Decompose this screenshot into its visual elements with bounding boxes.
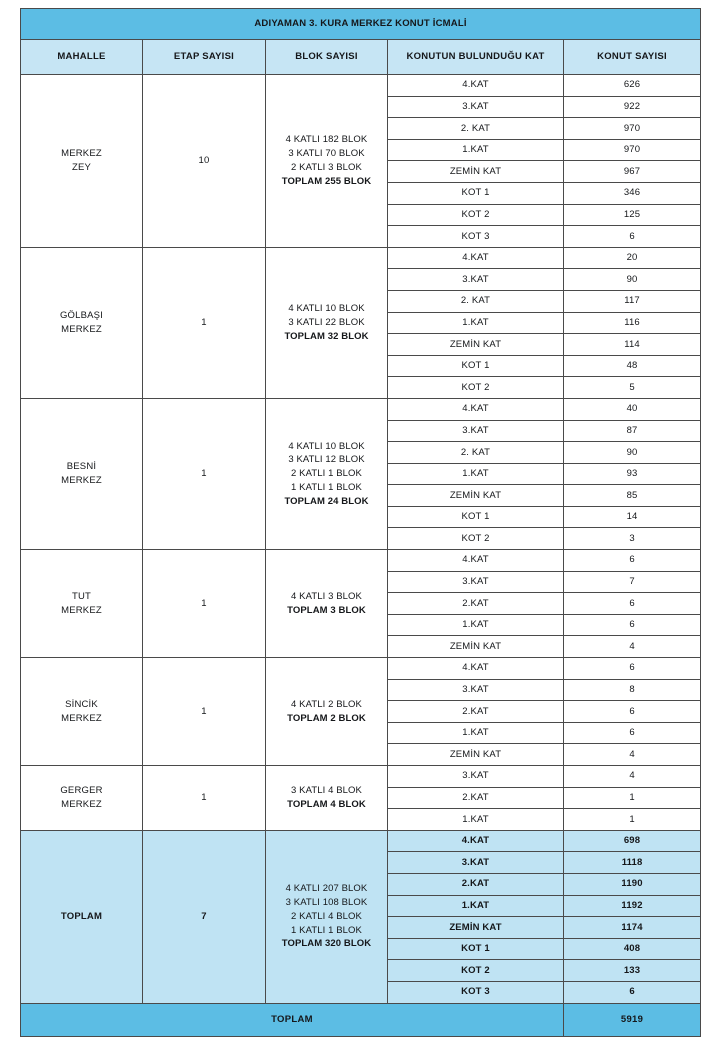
konut-sayisi-cell: 6 <box>564 550 701 572</box>
konut-sayisi-cell: 6 <box>564 593 701 615</box>
column-header-blok_sayisi: BLOK SAYISI <box>266 40 388 75</box>
kat-cell: ZEMİN KAT <box>388 485 564 507</box>
kat-cell: 2.KAT <box>388 873 564 895</box>
kat-cell: KOT 3 <box>388 226 564 248</box>
header-row <box>21 40 701 75</box>
blok-line: 1 KATLI 1 BLOK <box>291 924 362 936</box>
etap-sayisi-cell: 1 <box>143 398 266 549</box>
kat-cell: ZEMİN KAT <box>388 636 564 658</box>
konut-sayisi-cell: 14 <box>564 506 701 528</box>
kat-cell: KOT 2 <box>388 528 564 550</box>
mahalle-line-1: MERKEZ <box>61 148 102 160</box>
kat-cell: 1.KAT <box>388 139 564 161</box>
konut-sayisi-cell: 346 <box>564 182 701 204</box>
konut-sayisi-cell: 93 <box>564 463 701 485</box>
konut-sayisi-cell: 116 <box>564 312 701 334</box>
konut-sayisi-cell: 4 <box>564 744 701 766</box>
mahalle-line-2: ZEY <box>71 161 92 173</box>
kat-cell: KOT 1 <box>388 182 564 204</box>
blok-total-line: TOPLAM 255 BLOK <box>281 175 372 187</box>
blok-total-line: TOPLAM 4 BLOK <box>287 798 366 810</box>
konut-sayisi-cell: 5 <box>564 377 701 399</box>
konut-sayisi-cell: 6 <box>564 981 701 1003</box>
kat-cell: KOT 1 <box>388 938 564 960</box>
column-header-kat: KONUTUN BULUNDUĞU KAT <box>388 40 564 75</box>
konut-sayisi-cell: 3 <box>564 528 701 550</box>
etap-sayisi-cell: 1 <box>143 766 266 831</box>
grand-total-row <box>21 1003 701 1036</box>
konut-sayisi-cell: 48 <box>564 355 701 377</box>
konut-sayisi-cell: 85 <box>564 485 701 507</box>
etap-sayisi-cell: 1 <box>143 247 266 398</box>
mahalle-line-2: MERKEZ <box>61 712 102 724</box>
konut-sayisi-cell: 133 <box>564 960 701 982</box>
konut-sayisi-cell: 922 <box>564 96 701 118</box>
konut-sayisi-cell: 1 <box>564 787 701 809</box>
grand-total-label: TOPLAM <box>21 1003 564 1036</box>
kat-cell: 2. KAT <box>388 118 564 140</box>
konut-sayisi-cell: 1174 <box>564 917 701 939</box>
title-row <box>21 9 701 40</box>
kat-cell: 4.KAT <box>388 550 564 572</box>
blok-line: 4 KATLI 207 BLOK <box>285 883 368 895</box>
kat-cell: 4.KAT <box>388 247 564 269</box>
kat-cell: KOT 2 <box>388 204 564 226</box>
etap-sayisi-cell: 1 <box>143 550 266 658</box>
konut-sayisi-cell: 1118 <box>564 852 701 874</box>
blok-line: 3 KATLI 70 BLOK <box>288 148 365 160</box>
kat-cell: KOT 1 <box>388 355 564 377</box>
table-row <box>21 658 701 680</box>
kat-cell: 3.KAT <box>388 571 564 593</box>
blok-total-line: TOPLAM 320 BLOK <box>281 938 372 950</box>
etap-sayisi-cell: 1 <box>143 658 266 766</box>
konut-sayisi-cell: 1 <box>564 809 701 831</box>
mahalle-cell <box>21 75 143 248</box>
konut-sayisi-cell: 40 <box>564 398 701 420</box>
mahalle-cell <box>21 658 143 766</box>
page-title: ADIYAMAN 3. KURA MERKEZ KONUT İCMALİ <box>21 9 701 40</box>
blok-total-line: TOPLAM 3 BLOK <box>287 604 366 616</box>
kat-cell: 2.KAT <box>388 787 564 809</box>
kat-cell: 2. KAT <box>388 442 564 464</box>
kat-cell: KOT 1 <box>388 506 564 528</box>
kat-cell: 1.KAT <box>388 614 564 636</box>
kat-cell: ZEMİN KAT <box>388 161 564 183</box>
konut-sayisi-cell: 698 <box>564 830 701 852</box>
column-header-mahalle: MAHALLE <box>21 40 143 75</box>
mahalle-line-1: BESNİ <box>66 461 97 473</box>
mahalle-line-2: MERKEZ <box>61 604 102 616</box>
kat-cell: 3.KAT <box>388 420 564 442</box>
konut-sayisi-cell: 626 <box>564 75 701 97</box>
konut-sayisi-cell: 970 <box>564 118 701 140</box>
kat-cell: 3.KAT <box>388 96 564 118</box>
mahalle-line-1: GERGER <box>60 785 103 797</box>
konut-sayisi-cell: 117 <box>564 290 701 312</box>
kat-cell: 3.KAT <box>388 269 564 291</box>
blok-line: 4 KATLI 2 BLOK <box>291 698 362 710</box>
blok-sayisi-cell <box>266 550 388 658</box>
mahalle-cell <box>21 830 143 1003</box>
kat-cell: ZEMİN KAT <box>388 917 564 939</box>
kat-cell: 4.KAT <box>388 658 564 680</box>
table-row <box>21 398 701 420</box>
blok-line: 2 KATLI 4 BLOK <box>291 910 362 922</box>
kat-cell: ZEMİN KAT <box>388 334 564 356</box>
blok-sayisi-cell <box>266 658 388 766</box>
konut-sayisi-cell: 6 <box>564 722 701 744</box>
konut-sayisi-cell: 90 <box>564 442 701 464</box>
kat-cell: 1.KAT <box>388 809 564 831</box>
blok-line: 1 KATLI 1 BLOK <box>291 481 362 493</box>
mahalle-line-1: TOPLAM <box>60 910 103 922</box>
mahalle-line-2: MERKEZ <box>61 323 102 335</box>
mahalle-cell <box>21 398 143 549</box>
blok-line: 3 KATLI 4 BLOK <box>291 785 362 797</box>
blok-line: 4 KATLI 3 BLOK <box>291 590 362 602</box>
konut-sayisi-cell: 114 <box>564 334 701 356</box>
blok-line: 4 KATLI 10 BLOK <box>288 303 365 315</box>
mahalle-cell <box>21 766 143 831</box>
konut-sayisi-cell: 1190 <box>564 873 701 895</box>
mahalle-cell <box>21 247 143 398</box>
kat-cell: 4.KAT <box>388 398 564 420</box>
konut-sayisi-cell: 125 <box>564 204 701 226</box>
konut-sayisi-cell: 4 <box>564 766 701 788</box>
konut-sayisi-cell: 6 <box>564 614 701 636</box>
kat-cell: ZEMİN KAT <box>388 744 564 766</box>
blok-sayisi-cell <box>266 75 388 248</box>
kat-cell: 3.KAT <box>388 679 564 701</box>
kat-cell: KOT 2 <box>388 960 564 982</box>
blok-line: 3 KATLI 108 BLOK <box>285 897 368 908</box>
kat-cell: KOT 3 <box>388 981 564 1003</box>
kat-cell: 2. KAT <box>388 290 564 312</box>
blok-line: 3 KATLI 12 BLOK <box>288 454 365 466</box>
table-row <box>21 247 701 269</box>
kat-cell: 1.KAT <box>388 895 564 917</box>
blok-sayisi-cell <box>266 830 388 1003</box>
blok-line: 4 KATLI 10 BLOK <box>288 440 365 452</box>
etap-sayisi-cell: 7 <box>143 830 266 1003</box>
konut-sayisi-cell: 4 <box>564 636 701 658</box>
konut-sayisi-cell: 87 <box>564 420 701 442</box>
kat-cell: 1.KAT <box>388 722 564 744</box>
mahalle-line-1: GÖLBAŞI <box>59 310 104 322</box>
kat-cell: 2.KAT <box>388 701 564 723</box>
blok-line: 3 KATLI 22 BLOK <box>288 316 365 328</box>
kat-cell: 3.KAT <box>388 852 564 874</box>
konut-sayisi-cell: 967 <box>564 161 701 183</box>
table-row <box>21 830 701 852</box>
kat-cell: 3.KAT <box>388 766 564 788</box>
table-row <box>21 550 701 572</box>
column-header-etap_sayisi: ETAP SAYISI <box>143 40 266 75</box>
blok-total-line: TOPLAM 32 BLOK <box>284 330 369 342</box>
konut-sayisi-cell: 20 <box>564 247 701 269</box>
blok-sayisi-cell <box>266 398 388 549</box>
blok-total-line: TOPLAM 2 BLOK <box>287 712 366 724</box>
konut-sayisi-cell: 6 <box>564 658 701 680</box>
konut-sayisi-cell: 6 <box>564 701 701 723</box>
mahalle-cell <box>21 550 143 658</box>
table-row <box>21 766 701 788</box>
blok-total-line: TOPLAM 24 BLOK <box>284 495 369 507</box>
konut-sayisi-cell: 970 <box>564 139 701 161</box>
grand-total-value: 5919 <box>564 1003 701 1036</box>
kat-cell: 4.KAT <box>388 830 564 852</box>
table-body <box>21 9 701 1037</box>
konut-sayisi-cell: 1192 <box>564 895 701 917</box>
blok-line: 2 KATLI 3 BLOK <box>291 161 362 173</box>
kat-cell: 4.KAT <box>388 75 564 97</box>
mahalle-line-1: SİNCİK <box>65 698 98 710</box>
konut-sayisi-cell: 6 <box>564 226 701 248</box>
konut-sayisi-cell: 408 <box>564 938 701 960</box>
mahalle-line-2: MERKEZ <box>61 798 102 810</box>
mahalle-line-1: TUT <box>71 590 92 602</box>
blok-line: 4 KATLI 182 BLOK <box>285 134 368 146</box>
mahalle-line-2: MERKEZ <box>61 474 102 486</box>
blok-sayisi-cell <box>266 766 388 831</box>
blok-line: 2 KATLI 1 BLOK <box>291 468 362 480</box>
konut-sayisi-cell: 90 <box>564 269 701 291</box>
table-row <box>21 75 701 97</box>
kat-cell: 2.KAT <box>388 593 564 615</box>
kat-cell: 1.KAT <box>388 312 564 334</box>
kat-cell: 1.KAT <box>388 463 564 485</box>
konut-sayisi-cell: 8 <box>564 679 701 701</box>
konut-sayisi-cell: 7 <box>564 571 701 593</box>
konut-icmal-table <box>20 8 701 1037</box>
etap-sayisi-cell: 10 <box>143 75 266 248</box>
blok-sayisi-cell <box>266 247 388 398</box>
column-header-konut_sayisi: KONUT SAYISI <box>564 40 701 75</box>
kat-cell: KOT 2 <box>388 377 564 399</box>
